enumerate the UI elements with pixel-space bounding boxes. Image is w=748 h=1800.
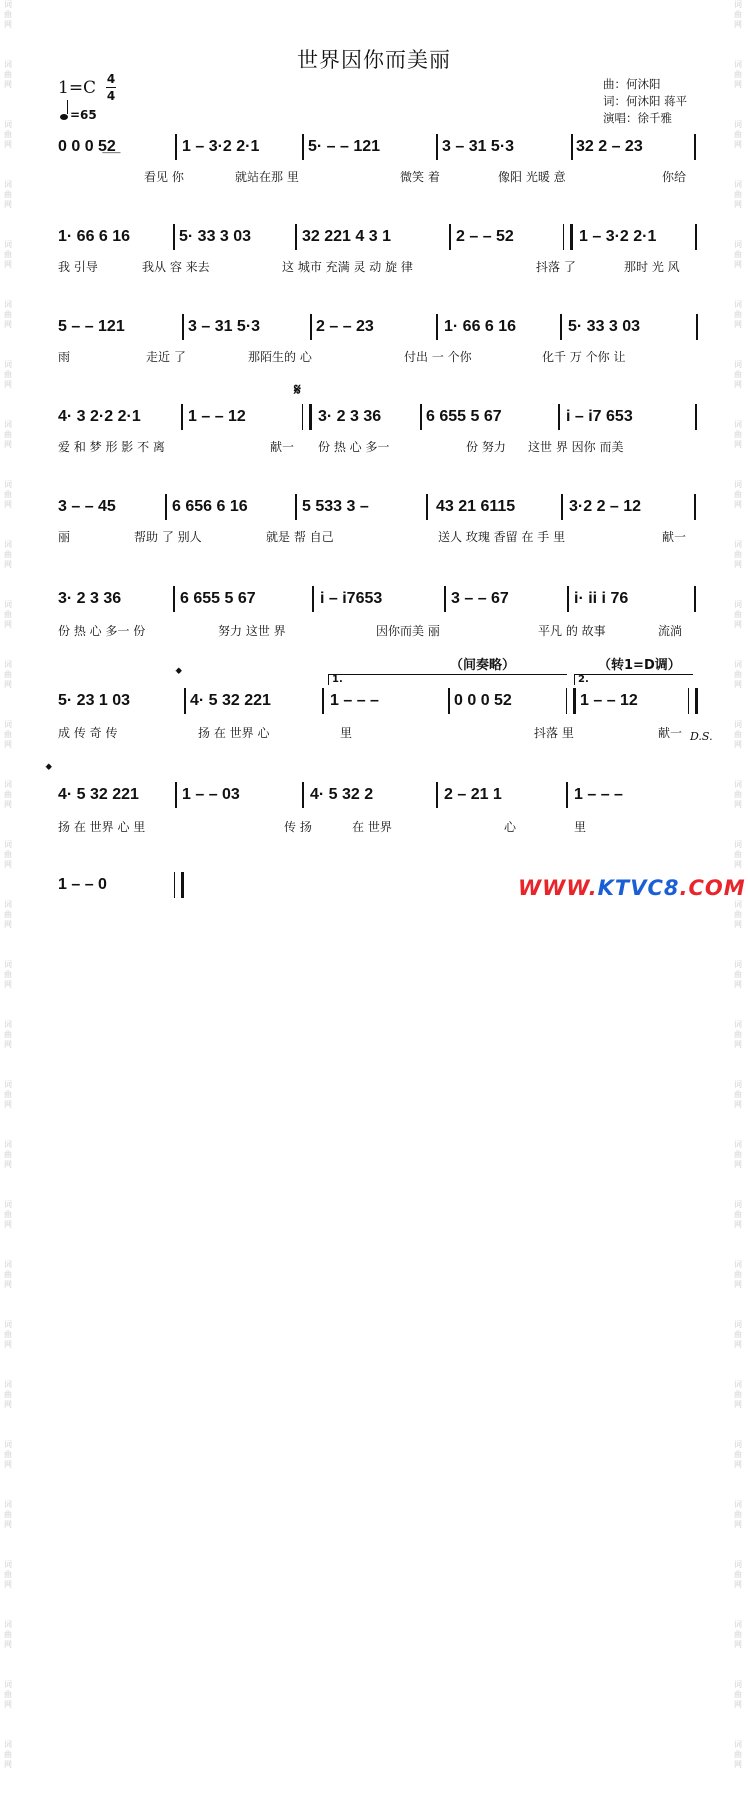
measure: 4· 3 2·2 2·1	[58, 408, 141, 425]
volta-2-label: 2.	[578, 674, 589, 685]
lyric: 这 城市 充满 灵 动 旋 律	[282, 260, 413, 274]
measure: 5 – – 121	[58, 318, 125, 335]
lyric: 看见 你	[144, 170, 184, 184]
measure: 32 2 – 23	[576, 138, 643, 155]
lyric: 雨	[58, 350, 71, 364]
key-signature: 1=C	[58, 78, 97, 98]
notation-row-4	[58, 408, 698, 430]
measure: 1 – – 12	[580, 692, 638, 709]
coda-icon: 𝄌	[176, 664, 182, 683]
measure: 3 – – 67	[451, 590, 509, 607]
volta-bracket-2	[574, 674, 693, 685]
lyric: 扬 在 世界 心	[198, 726, 270, 740]
measure: 6 656 6 16	[172, 498, 248, 515]
measure: 1 – – 0	[58, 876, 107, 893]
lyric: 抖落 了	[536, 260, 576, 274]
measure: 4· 5 32 221	[190, 692, 271, 709]
notation-row-1	[58, 138, 698, 160]
lyric: 流淌	[658, 624, 683, 638]
notation-row-5	[58, 498, 698, 520]
volta-1-label: 1.	[332, 674, 343, 685]
measure: 5· – – 121	[308, 138, 381, 155]
lyric: 扬 在 世界 心 里	[58, 820, 146, 834]
measure: 43 21 6115	[436, 498, 516, 515]
measure: i – i7 653	[566, 408, 633, 425]
measure: 4· 5 32 2	[310, 786, 374, 803]
lyric: 走近 了	[146, 350, 186, 364]
lyric: 份 热 心 多一 份	[58, 624, 146, 638]
measure: 5· 33 3 03	[179, 228, 252, 245]
time-signature	[106, 72, 116, 103]
lyrics-row-1	[58, 168, 698, 186]
measure: 2 – – 52	[456, 228, 514, 245]
credits	[603, 76, 687, 127]
lyric: 我 引导	[58, 260, 98, 274]
lyric: 爱 和 梦 形 影 不 离	[58, 440, 165, 454]
lyric: 微笑 着	[400, 170, 440, 184]
quarter-note-icon	[60, 114, 68, 120]
notation-row-9	[58, 876, 198, 898]
lyric: 付出 一 个你	[404, 350, 472, 364]
url-part-3: .COM	[679, 876, 746, 900]
interlude-note: （间奏略）	[450, 658, 516, 673]
measure: 1 – 3·2 2·1	[579, 228, 657, 245]
lyric: 这世 界 因你 而美	[528, 440, 624, 454]
measure: 3· 2 3 36	[318, 408, 382, 425]
lyric: 像阳 光暖 意	[498, 170, 566, 184]
notation-row-2	[58, 228, 698, 250]
lyrics-row-4	[58, 438, 698, 456]
lyric: 献一	[658, 726, 683, 740]
meter-top: 4	[106, 72, 116, 86]
notation-row-7	[58, 692, 698, 714]
measure: 1· 66 6 16	[58, 228, 131, 245]
watermark-right: 词 曲 网 词 曲 网 词 曲 网 词 曲 网 词 曲 网 词 曲 网 词 曲 网 词 曲 网 词 曲 网 词 曲 网 词 曲 网 词 曲 网 词 曲 网 词 曲 网 词 曲 网 词 曲 网 词 曲 网 词 曲 网 词 曲 网 词 曲 网 词 曲 网 词 曲 网 词 曲 网 词 曲 网 词 曲 网 词 曲 网 词 曲 网 词 曲 网 词 曲 网 词 曲 网	[734, 0, 742, 1769]
measure: 0 0 0 5̲2̲	[58, 138, 116, 155]
modulation-note: （转1=D调）	[598, 658, 681, 673]
lyric: 心	[504, 820, 517, 834]
meter-bottom: 4	[106, 89, 116, 103]
watermark-left: 词 曲 网 词 曲 网 词 曲 网 词 曲 网 词 曲 网 词 曲 网 词 曲 网 词 曲 网 词 曲 网 词 曲 网 词 曲 网 词 曲 网 词 曲 网 词 曲 网 词 曲 网 词 曲 网 词 曲 网 词 曲 网 词 曲 网 词 曲 网 词 曲 网 词 曲 网 词 曲 网 词 曲 网 词 曲 网 词 曲 网 词 曲 网 词 曲 网 词 曲 网 词 曲 网	[4, 0, 12, 1769]
notation-row-8	[58, 786, 698, 808]
lyric: 里	[574, 820, 587, 834]
lyric: 那时 光 风	[624, 260, 680, 274]
lyric: 我从 容 来去	[142, 260, 210, 274]
measure: 1· 66 6 16	[444, 318, 517, 335]
measure: 4· 5 32 221	[58, 786, 139, 803]
measure: 1 – – –	[574, 786, 623, 803]
measure: 1 – – –	[330, 692, 379, 709]
lyrics-row-6	[58, 622, 698, 640]
lyric: 抖落 里	[534, 726, 574, 740]
lyric: 就站在那 里	[235, 170, 299, 184]
measure: 6 655 5 67	[180, 590, 256, 607]
composer: 曲：何沐阳	[603, 77, 661, 91]
measure: 2 – – 23	[316, 318, 374, 335]
notation-row-6	[58, 590, 698, 612]
lyrics-row-5	[58, 528, 698, 546]
measure: 5 533 3 –	[302, 498, 369, 515]
lyric: 献一	[662, 530, 687, 544]
lyric: 献一	[270, 440, 295, 454]
lyric: 你给	[662, 170, 687, 184]
lyric: 在 世界	[352, 820, 392, 834]
lyricist: 词：何沐阳 蒋平	[603, 94, 688, 108]
site-url	[518, 876, 746, 900]
lyric: 里	[340, 726, 353, 740]
lyric: 那陌生的 心	[248, 350, 312, 364]
lyric: 平凡 的 故事	[538, 624, 606, 638]
lyric: 努力 这世 界	[218, 624, 286, 638]
measure: 1 – 3·2 2·1	[182, 138, 260, 155]
measure: 3·2 2 – 12	[569, 498, 642, 515]
measure: 0 0 0 52	[454, 692, 512, 709]
notation-row-3	[58, 318, 698, 340]
tempo-marking	[60, 108, 97, 122]
measure: 3 – – 45	[58, 498, 116, 515]
lyrics-row-7	[58, 724, 698, 742]
lyric: 丽	[58, 530, 71, 544]
lyric: 化千 万 个你 让	[542, 350, 626, 364]
lyric: 传 扬	[284, 820, 312, 834]
measure: 5· 33 3 03	[568, 318, 641, 335]
measure: 1 – – 03	[182, 786, 240, 803]
lyric: 因你而美 丽	[376, 624, 440, 638]
measure: 6 655 5 67	[426, 408, 502, 425]
lyric: 份 努力	[466, 440, 506, 454]
lyric: 送人 玫瑰 香留 在 手 里	[438, 530, 566, 544]
lyric: 帮助 了 别人	[134, 530, 202, 544]
measure: 3· 2 3 36	[58, 590, 122, 607]
measure: 3 – 31 5·3	[188, 318, 261, 335]
measure: i· ii i 76	[574, 590, 629, 607]
ds-marking: D.S.	[690, 730, 713, 743]
coda-icon: 𝄌	[46, 760, 52, 779]
singer: 演唱：徐千雅	[603, 111, 672, 125]
song-title: 世界因你而美丽	[297, 48, 451, 72]
measure: 2 – 21 1	[444, 786, 502, 803]
volta-bracket-1	[328, 674, 567, 685]
measure: 3 – 31 5·3	[442, 138, 515, 155]
lyrics-row-2	[58, 258, 698, 276]
measure: 1 – – 12	[188, 408, 246, 425]
url-part-2: KTVC8	[597, 876, 680, 900]
measure: 5· 23 1 03	[58, 692, 131, 709]
lyrics-row-3	[58, 348, 698, 366]
lyric: 就是 帮 自己	[266, 530, 334, 544]
segno-icon: 𝄋	[294, 380, 301, 399]
lyric: 份 热 心 多一	[318, 440, 390, 454]
lyric: 成 传 奇 传	[58, 726, 118, 740]
url-part-1: WWW.	[518, 876, 598, 900]
lyrics-row-8	[58, 818, 698, 836]
measure: i – i7653	[320, 590, 383, 607]
measure: 32 221 4 3 1	[302, 228, 391, 245]
tempo-value: =65	[70, 108, 97, 122]
